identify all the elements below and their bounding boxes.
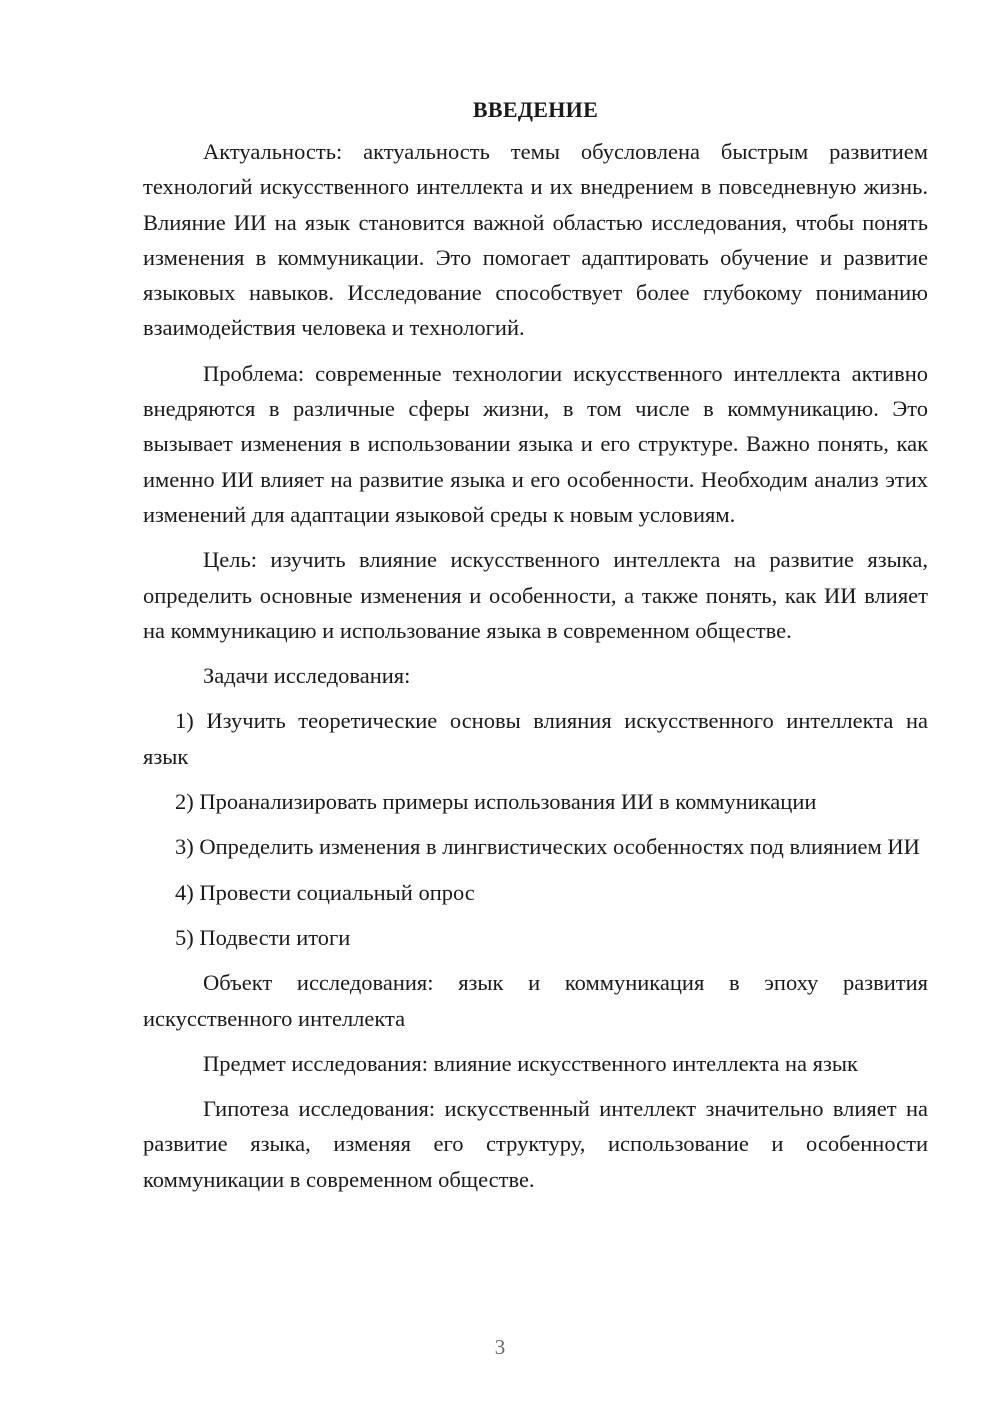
task-item-2: 2) Проанализировать примеры использования ИИ в коммуникации xyxy=(175,789,817,815)
task-item-4: 4) Провести социальный опрос xyxy=(175,879,475,905)
task-item-3: 3) Определить изменения в лингвистических особенностях под влиянием ИИ xyxy=(175,834,920,860)
tasks-heading: Задачи исследования: xyxy=(203,663,411,689)
page-number: 3 xyxy=(494,1335,506,1359)
subject-paragraph: Предмет исследования: влияние искусственного интеллекта на язык xyxy=(203,1050,858,1076)
section-title: ВВЕДЕНИЕ xyxy=(472,97,599,122)
task-item-1: 1) Изучить теоретические основы влияния искусственного интеллекта на язык xyxy=(143,708,928,769)
page-content xyxy=(143,94,928,1207)
problem-paragraph: Проблема: современные технологии искусственного интеллекта активно внедряются в различные сферы жизни, в том числе в коммуникацию. Это вызывает изменения в использовании языка и его структуре. Важно понять, как именно ИИ влияет на развитие языка и его особенности. Необходим анализ этих изменений для адаптации языковой среды к новым условиям. xyxy=(143,360,928,527)
goal-paragraph: Цель: изучить влияние искусственного интеллекта на развитие языка, определить основные изменения и особенности, а также понять, как ИИ влияет на коммуникацию и использование языка в современном обществе. xyxy=(143,547,928,643)
relevance-paragraph: Актуальность: актуальность темы обусловлена быстрым развитием технологий искусственного интеллекта и их внедрением в повседневную жизнь. Влияние ИИ на язык становится важной областью исследования, чтобы понять изменения в коммуникации. Это помогает адаптировать обучение и развитие языковых навыков. Исследование способствует более глубокому пониманию взаимодействия человека и технологий. xyxy=(143,139,928,341)
hypothesis-paragraph: Гипотеза исследования: искусственный интеллект значительно влияет на развитие языка, изменяя его структуру, использование и особенности коммуникации в современном обществе. xyxy=(143,1096,928,1192)
object-paragraph: Объект исследования: язык и коммуникация в эпоху развития искусственного интеллекта xyxy=(143,970,928,1031)
task-item-5: 5) Подвести итоги xyxy=(175,924,351,950)
